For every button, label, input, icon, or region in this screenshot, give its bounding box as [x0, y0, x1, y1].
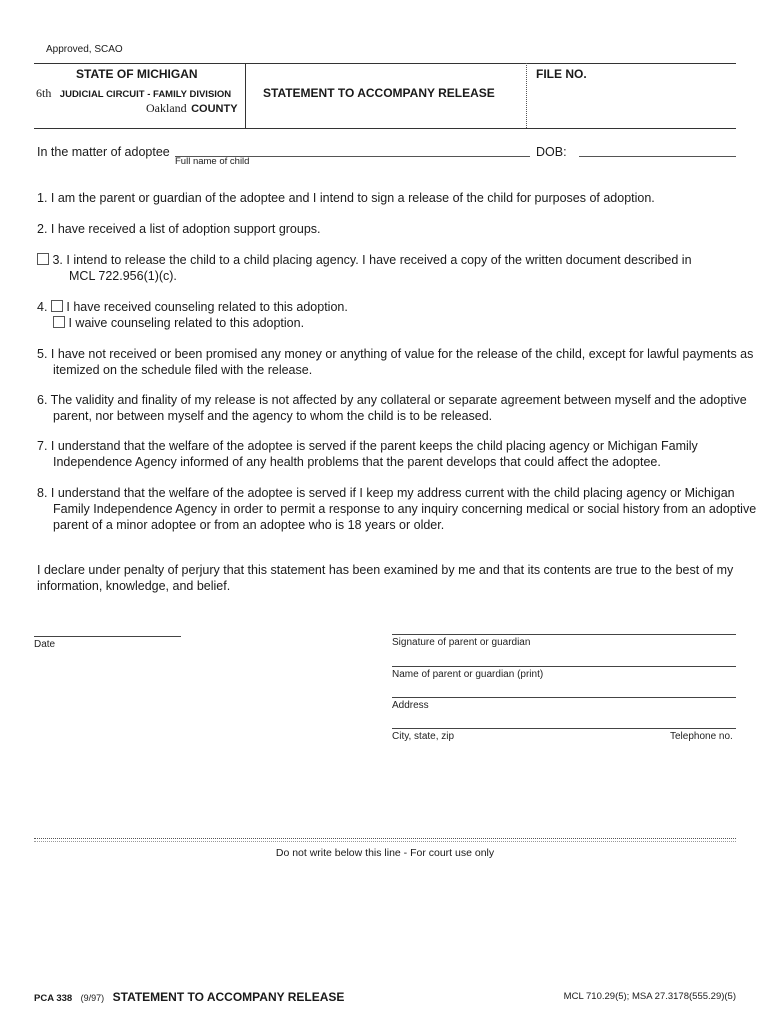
file-no-label: FILE NO.: [536, 67, 587, 81]
circuit-number: 6th: [36, 86, 52, 100]
file-no-divider: [526, 63, 527, 128]
circuit-label: JUDICIAL CIRCUIT - FAMILY DIVISION: [59, 89, 232, 100]
address-line[interactable]: [392, 697, 736, 698]
statement-6: 6. The validity and finality of my release is not affected by any collateral or separate agreement between myself and the adoptive parent, nor between myself and the agency to whom the child is to be released.: [37, 393, 747, 423]
court-use-divider-2: [34, 841, 736, 842]
date-label: Date: [34, 639, 56, 650]
caption-divider: [245, 63, 246, 128]
court-use-divider: [34, 838, 736, 839]
address-label: Address: [392, 700, 429, 711]
statement-1: 1. I am the parent or guardian of the adoptee and I intend to sign a release of the child for purposes of adoption.: [37, 191, 655, 205]
statement-3-cont: MCL 722.956(1)(c).: [69, 269, 177, 283]
statement-3: [37, 252, 742, 268]
state-title: STATE OF MICHIGAN: [76, 67, 198, 81]
statement-3-checkbox[interactable]: [37, 253, 49, 265]
legal-citation: MCL 710.29(5); MSA 27.3178(555.29)(5): [563, 991, 736, 1002]
declaration-text: I declare under penalty of perjury that this statement has been examined by me and that its contents are true to the best of my information, knowledge, and belief.: [37, 563, 734, 593]
form-title: STATEMENT TO ACCOMPANY RELEASE: [263, 86, 495, 100]
caption-bottom-border: [34, 128, 736, 129]
dob-line[interactable]: [579, 156, 736, 157]
counseling-waived-checkbox[interactable]: [53, 316, 65, 328]
signature-label: Signature of parent or guardian: [392, 637, 531, 648]
statement-7: 7. I understand that the welfare of the adoptee is served if the parent keeps the child placing agency or Michigan Family Independence Agency informed of any health problems that the parent develops that could affect the adoptee.: [37, 439, 698, 469]
telephone-label: Telephone no.: [670, 731, 733, 742]
counseling-received-checkbox[interactable]: [51, 300, 63, 312]
signature-line[interactable]: [392, 634, 736, 635]
adoptee-label: In the matter of adoptee: [37, 145, 170, 159]
county-name: Oakland: [146, 101, 187, 115]
statement-4-number: 4.: [37, 300, 48, 314]
county-label: COUNTY: [191, 103, 238, 115]
city-line[interactable]: [392, 728, 736, 729]
name-line[interactable]: [392, 666, 736, 667]
date-line[interactable]: [34, 636, 181, 637]
form-number: PCA 338: [34, 993, 73, 1004]
dob-label: DOB:: [536, 145, 567, 159]
statement-5: 5. I have not received or been promised any money or anything of value for the release of the child, except for lawful payments as itemized on the schedule filed with the release.: [37, 347, 754, 377]
statement-3-text: 3. I intend to release the child to a child placing agency. I have received a copy of the written document described in: [52, 253, 692, 267]
approval-text: Approved, SCAO: [46, 44, 123, 55]
footer-left: [34, 988, 344, 1006]
adoptee-sublabel: Full name of child: [175, 156, 250, 167]
city-label: City, state, zip: [392, 731, 455, 742]
caption-top-border: [34, 63, 736, 64]
form-revision: (9/97): [80, 993, 105, 1003]
counseling-received-text: I have received counseling related to this adoption.: [66, 300, 348, 314]
counseling-waived-text: I waive counseling related to this adoption.: [68, 316, 305, 330]
statement-2: 2. I have received a list of adoption support groups.: [37, 222, 321, 236]
county-line: [146, 99, 238, 117]
statement-8: 8. I understand that the welfare of the adoptee is served if I keep my address current with the child placing agency or Michigan Family Independence Agency in order to permit a response to any inquiry concerning medical or social history from an adoptive parent of a minor adoptee or from an adoptee who is 18 years or older.: [37, 486, 757, 532]
statement-4b: [53, 315, 758, 331]
statement-4a: [37, 299, 742, 315]
court-use-note: Do not write below this line - For court use only: [275, 847, 495, 859]
footer-title: STATEMENT TO ACCOMPANY RELEASE: [112, 990, 345, 1004]
name-label: Name of parent or guardian (print): [392, 669, 544, 680]
